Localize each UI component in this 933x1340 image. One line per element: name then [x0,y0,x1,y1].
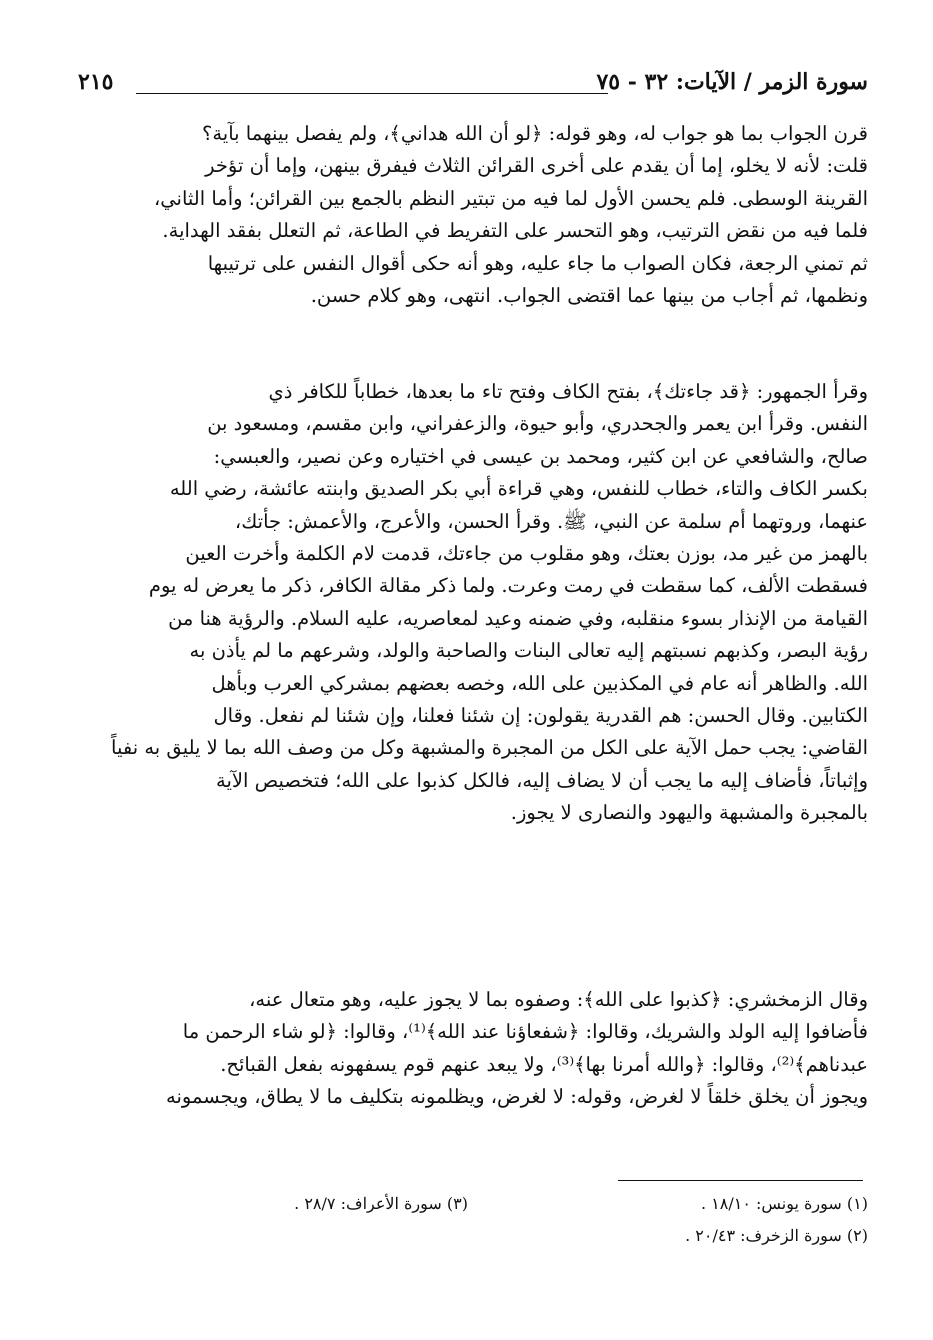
text-line: فلما فيه من نقض الترتيب، وهو التحسر على التفريط في الطاعة، ثم التعلل بفقد الهداية. [162,219,868,243]
text-line: رؤية البصر، وكذبهم نسبتهم إليه تعالى البنات والصاحبة والولد، وشرعهم ما لم يأذن به [189,639,868,663]
text-line: وقال الزمخشري: ﴿كذبوا على الله﴾: وصفوه بما لا يجوز عليه، وهو متعال عنه، [249,988,868,1011]
text-line: فسقطت الألف، كما سقطت في رمت وعرت. ولما ذكر مقالة الكافر، ذكر ما يعرض له يوم [148,574,868,598]
text-line: الله. والظاهر أنه عام في المكذبين على الله، وخصه بعضهم بمشركي العرب وبأهل [211,671,868,695]
text-line: القرينة الوسطى. فلم يحسن الأول لما فيه من تبتير النظم بالجمع بين القرائن؛ وأما الثاني، [154,186,868,210]
paragraph-3 [78,984,868,1114]
header-rule [136,93,608,94]
text-line: قلت: لأنه لا يخلو، إما أن يقدم على أخرى القرائن الثلاث فيفرق بينهن، وإما أن تؤخر [205,154,868,178]
text-line: القيامة من الإنذار بسوء منقلبه، وفي ضمنه وعيد لمعاصريه، عليه السلام. والرؤية هنا من [168,606,868,630]
text-line: الكتابين. وقال الحسن: هم القدرية يقولون: إن شئنا فعلنا، وإن شئنا لم نفعل. وقال [213,704,868,728]
footnote-rule [618,1180,863,1181]
text-line: ونظمها، ثم أجاب من بينها عما اقتضى الجواب. انتهى، وهو كلام حسن. [310,284,868,308]
text-line: صالح، والشافعي عن ابن كثير، ومحمد بن عيسى في اختياره وعن نصير، والعبسي: [213,444,868,468]
running-header [78,66,868,102]
text-line: عبدناهم﴾⁽²⁾، وقالوا: ﴿والله أمرنا بها﴾⁽³⁾، ولا يبعد عنهم قوم يسفهونه بفعل القبائح. [220,1052,868,1076]
footnote-2: (٢) سورة الزخرف: ٢٠/٤٣ . [685,1226,868,1245]
footnote-1: (١) سورة يونس: ١٨/١٠ . [700,1194,868,1213]
paragraph-1 [78,118,868,312]
text-line: وقرأ الجمهور: ﴿قد جاءتك﴾، بفتح الكاف وفتح تاء ما بعدها، خطاباً للكافر ذي [268,380,868,403]
text-line: بالمجبرة والمشبهة واليهود والنصارى لا يجوز. [510,801,868,825]
page-number: ٢١٥ [78,69,114,95]
text-line: النفس. وقرأ ابن يعمر والجحدري، وأبو حيوة، والزعفراني، وابن مقسم، ومسعود بن [207,412,868,436]
surah-title: سورة الزمر / الآيات: ٣٢ - ٧٥ [596,69,868,95]
text-line: ثم تمني الرجعة، فكان الصواب ما جاء عليه، وهو أنه حكى أقوال النفس على ترتيبها [207,251,868,275]
text-line: بكسر الكاف والتاء، خطاب للنفس، وهي قراءة أبي بكر الصديق وابنته عائشة، رضي الله [169,477,868,501]
text-line: القاضي: يجب حمل الآية على الكل من المجبرة والمشبهة وكل من وصف الله بما لا يليق به نفياً [111,736,868,760]
footnote-3: (٣) سورة الأعراف: ٢٨/٧ . [294,1194,468,1213]
text-line: عنهما، وروتهما أم سلمة عن النبي، ﷺ. وقرأ الحسن، والأعرج، والأعمش: جأتك، [234,509,868,533]
text-line: فأضافوا إليه الولد والشريك، وقالوا: ﴿شفعاؤنا عند الله﴾⁽¹⁾، وقالوا: ﴿لو شاء الرحمن ما [182,1020,868,1044]
text-line: ويجوز أن يخلق خلقاً لا لغرض، وقوله: لا لغرض، ويظلمونه بتكليف ما لا يطاق، ويجسمونه [166,1085,868,1109]
text-line: قرن الجواب بما هو جواب له، وهو قوله: ﴿لو أن الله هداني﴾، ولم يفصل بينهما بآية؟ [202,122,868,145]
paragraph-2 [78,376,868,830]
text-line: وإثباتاً، فأضاف إليه ما يجب أن لا يضاف إليه، فالكل كذبوا على الله؛ فتخصيص الآية [216,768,868,792]
text-line: بالهمز من غير مد، بوزن بعتك، وهو مقلوب من جاءتك، قدمت لام الكلمة وأخرت العين [185,542,868,566]
